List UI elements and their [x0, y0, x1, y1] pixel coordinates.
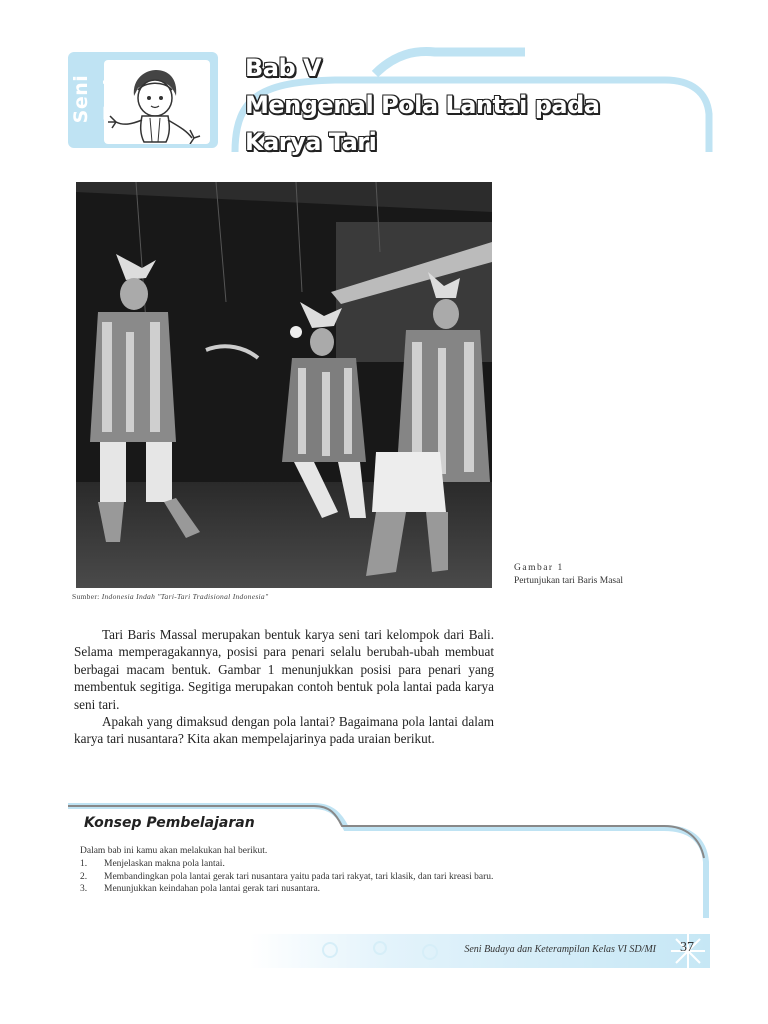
list-item-number: 3.: [80, 884, 88, 894]
paragraph-1: Tari Baris Massal merupakan bentuk karya seni tari kelompok dari Bali. Selama memperagakannya, posisi para penari selalu berubah-ubah membuat berbagai macam bentuk. Gambar 1 menunjukkan posisi para penari yang membentuk segitiga. Segitiga merupakan contoh bentuk pola lantai pada karya seni tari.: [74, 627, 494, 712]
dancers-photo-image: [76, 182, 492, 588]
list-item-text: Menunjukkan keindahan pola lantai gerak tari nusantara.: [104, 884, 321, 894]
chapter-title-line-1: Mengenal Pola Lantai pada: [245, 91, 600, 119]
footer-book-title: Seni Budaya dan Keterampilan Kelas VI SD/MI: [464, 944, 656, 955]
konsep-list: [80, 858, 700, 896]
list-item: [80, 871, 700, 884]
list-item-number: 1.: [80, 859, 88, 869]
page-number: 37: [680, 940, 694, 955]
list-item-text: Menjelaskan makna pola lantai.: [104, 859, 225, 869]
konsep-title: Konsep Pembelajaran: [84, 815, 255, 831]
source-title: Indonesia Indah "Tari-Tari Tradisional Indonesia": [101, 592, 269, 601]
paragraph-2: Apakah yang dimaksud dengan pola lantai? Bagaimana pola lantai dalam karya tari nusantara? Kita akan mempelajarinya pada uraian berikut.: [74, 714, 494, 747]
figure-caption: [514, 562, 714, 588]
list-item-number: 2.: [80, 871, 88, 882]
body-text: [74, 626, 494, 748]
list-item: [80, 858, 700, 871]
subject-label: Seni Tari: [70, 74, 122, 124]
chapter-number: Bab V: [245, 54, 322, 82]
caption-label: Gambar 1: [514, 563, 564, 573]
list-item-text: Membandingkan pola lantai gerak tari nusantara yaitu pada tari rakyat, tari klasik, dan tari kreasi baru.: [104, 871, 494, 882]
chapter-title: [245, 50, 685, 161]
konsep-intro: Dalam bab ini kamu akan melakukan hal berikut.: [80, 846, 268, 856]
caption-text: Pertunjukan tari Baris Masal: [514, 576, 623, 586]
source-prefix: Sumber:: [72, 592, 100, 601]
figure-source: [72, 592, 492, 601]
chapter-title-line-2: Karya Tari: [245, 128, 377, 156]
dance-photo: [76, 182, 492, 588]
list-item: [80, 883, 700, 896]
